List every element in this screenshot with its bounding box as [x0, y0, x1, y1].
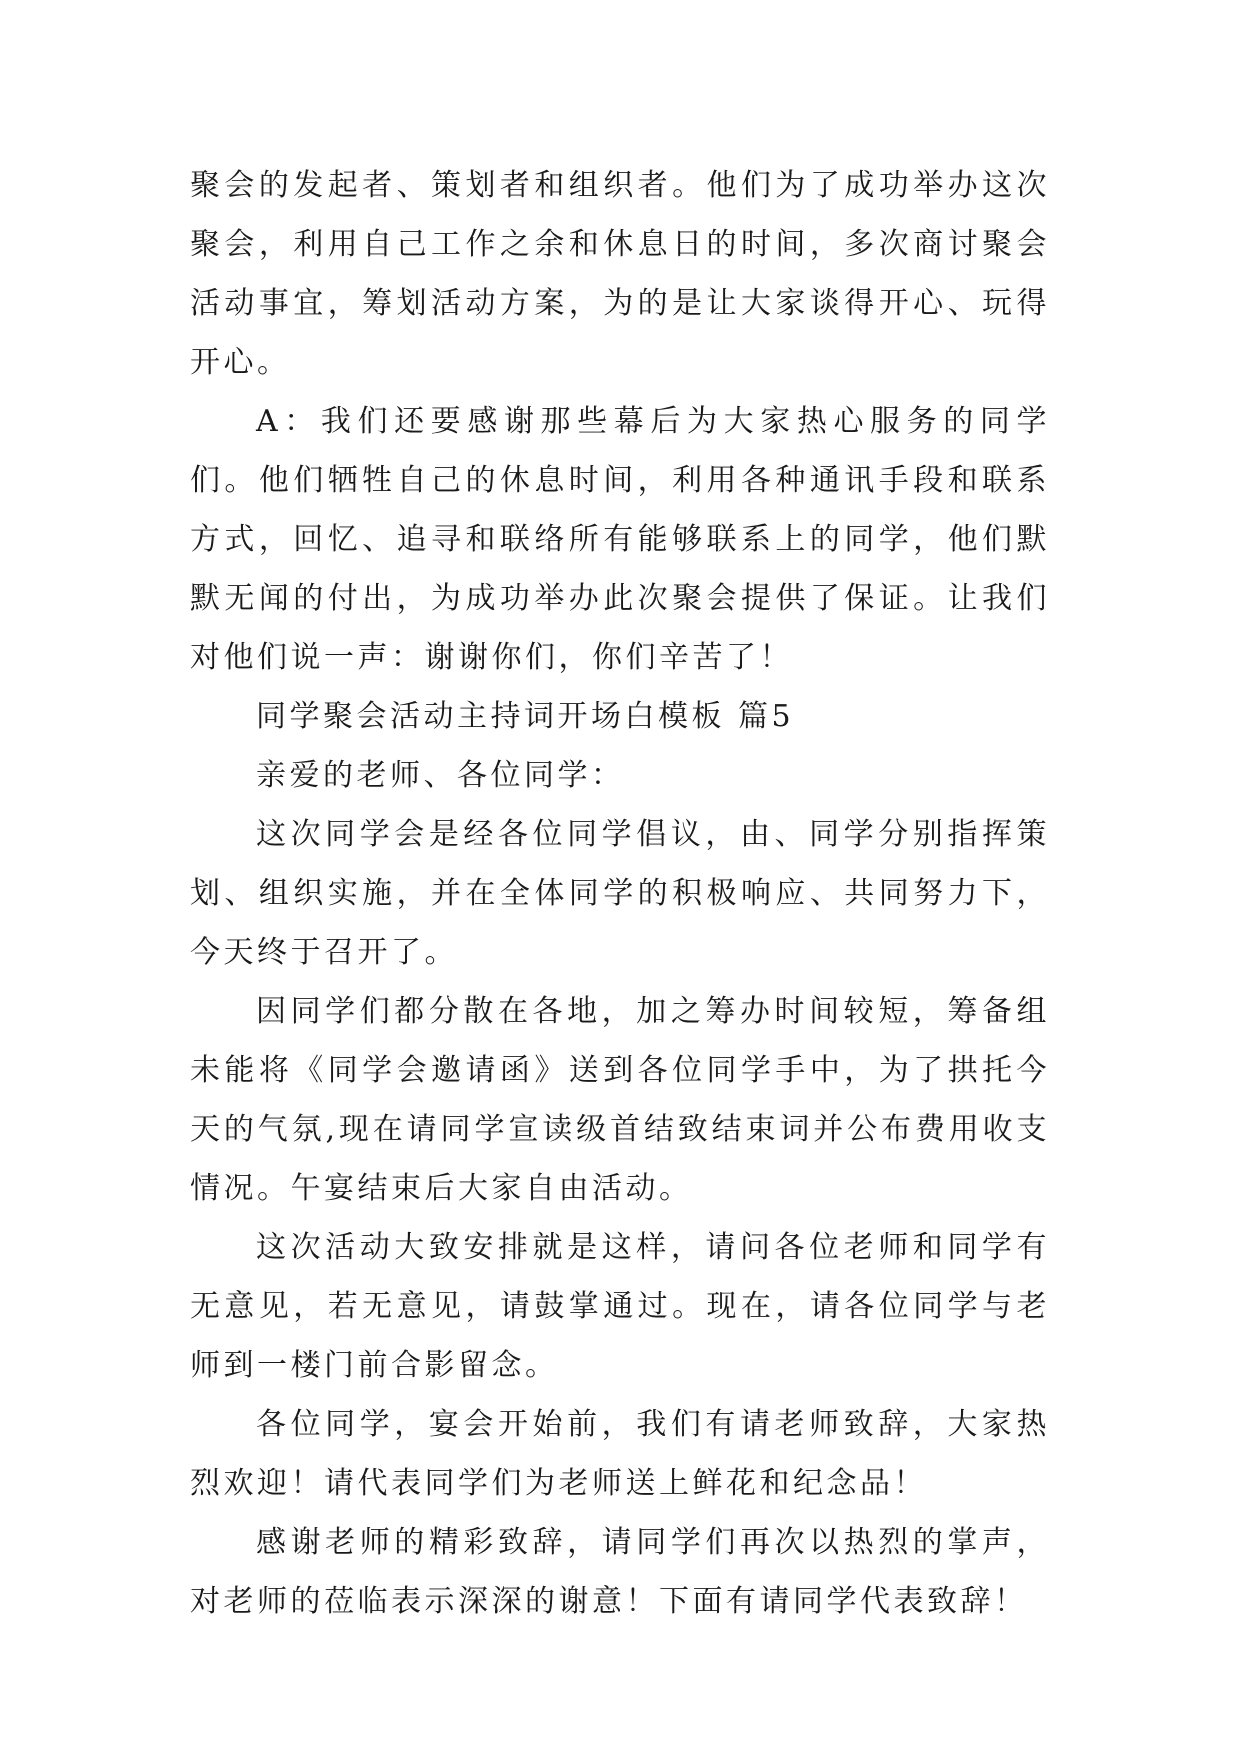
paragraph-schedule-approval: 这次活动大致安排就是这样，请问各位老师和同学有无意见，若无意见，请鼓掌通过。现在，请各位同学与老师到一楼门前合影留念。 [190, 1230, 1050, 1383]
paragraph-student-speech: 感谢老师的精彩致辞，请同学们再次以热烈的掌声，对老师的莅临表示深深的谢意！下面有请同学代表致辞！ [190, 1525, 1050, 1619]
paragraph-arrangements: 因同学们都分散在各地，加之筹办时间较短，筹备组未能将《同学会邀请函》送到各位同学手中，为了拱托今天的气氛,现在请同学宣读级首结致结束词并公布费用收支情况。午宴结束后大家自由活动。 [190, 994, 1050, 1206]
section-heading: 同学聚会活动主持词开场白模板 篇5 [256, 699, 795, 734]
paragraph-salutation: 亲爱的老师、各位同学： [256, 758, 625, 793]
paragraph-thanks-helpers: A：我们还要感谢那些幕后为大家热心服务的同学们。他们牺牲自己的休息时间，利用各种通讯手段和联系方式，回忆、追寻和联络所有能够联系上的同学，他们默默无闻的付出，为成功举办此次聚会提供了保证。让我们对他们说一声：谢谢你们，你们辛苦了！ [190, 404, 1050, 675]
paragraph-intro: 这次同学会是经各位同学倡议，由、同学分别指挥策划、组织实施，并在全体同学的积极响应、共同努力下，今天终于召开了。 [190, 817, 1050, 970]
document-body [190, 156, 1050, 1631]
paragraph-continuation: 聚会的发起者、策划者和组织者。他们为了成功举办这次聚会，利用自己工作之余和休息日的时间，多次商讨聚会活动事宜，筹划活动方案，为的是让大家谈得开心、玩得开心。 [190, 168, 1050, 380]
paragraph-teacher-speech: 各位同学，宴会开始前，我们有请老师致辞，大家热烈欢迎！请代表同学们为老师送上鲜花和纪念品！ [190, 1407, 1050, 1501]
